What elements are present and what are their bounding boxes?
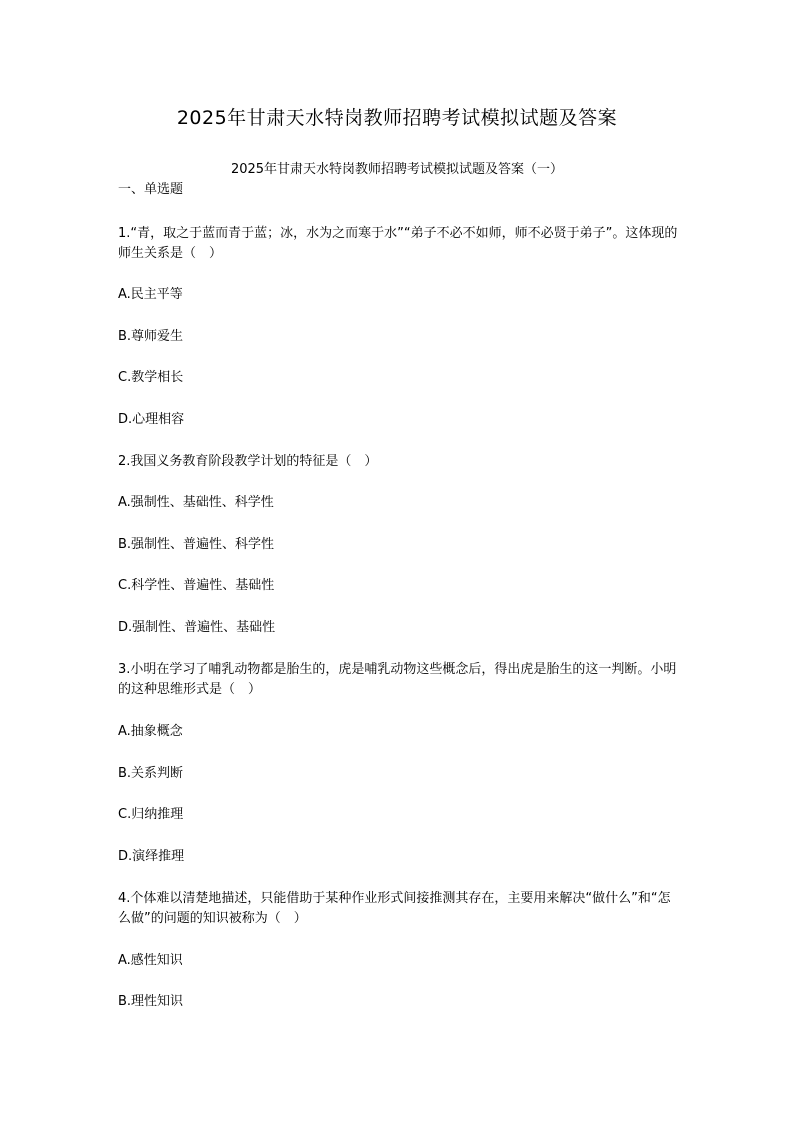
question-1-option-d: D.心理相容 <box>118 412 185 427</box>
question-1-option-a: A.民主平等 <box>118 287 183 302</box>
question-1-option-b: B.尊师爱生 <box>118 329 184 344</box>
question-1-option-c: C.教学相长 <box>118 370 184 385</box>
question-2-option-a: A.强制性、基础性、科学性 <box>118 495 274 510</box>
question-2: 2.我国义务教育阶段教学计划的特征是（ ） <box>118 454 378 469</box>
question-4-option-b: B.理性知识 <box>118 994 184 1009</box>
question-1: 1.“青，取之于蓝而青于蓝；冰，水为之而寒于水”“弟子不必不如师，师不必贤于弟子”。这体现的师生关系是（ ） <box>118 226 678 261</box>
question-2-option-b: B.强制性、普遍性、科学性 <box>118 537 275 552</box>
question-3-option-b: B.关系判断 <box>118 766 184 781</box>
question-3-option-a: A.抽象概念 <box>118 724 183 739</box>
question-3: 3.小明在学习了哺乳动物都是胎生的，虎是哺乳动物这些概念后，得出虎是胎生的这一判断。小明的这种思维形式是（ ） <box>118 662 677 697</box>
question-2-option-c: C.科学性、普遍性、基础性 <box>118 578 275 593</box>
question-4-option-a: A.感性知识 <box>118 953 183 968</box>
document-title: 2025年甘肃天水特岗教师招聘考试模拟试题及答案 <box>176 107 618 129</box>
document-subtitle: 2025年甘肃天水特岗教师招聘考试模拟试题及答案（一） <box>230 162 564 177</box>
question-4: 4.个体难以清楚地描述，只能借助于某种作业形式间接推测其存在，主要用来解决“做什么”和“怎么做”的问题的知识被称为（ ） <box>118 891 671 926</box>
question-3-option-d: D.演绎推理 <box>118 849 185 864</box>
question-2-option-d: D.强制性、普遍性、基础性 <box>118 620 276 635</box>
question-3-option-c: C.归纳推理 <box>118 807 184 822</box>
section-heading: 一、单选题 <box>118 182 184 197</box>
